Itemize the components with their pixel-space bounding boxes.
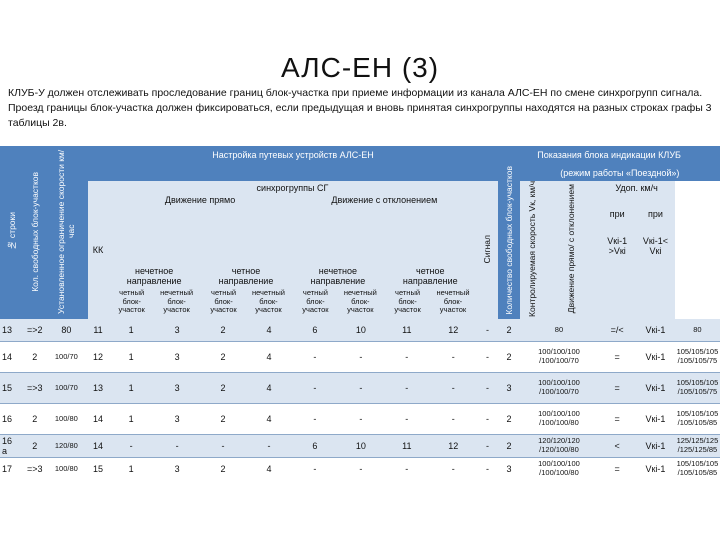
header-at-1: при: [598, 195, 636, 232]
cell-sync: 10: [355, 440, 366, 451]
cell-limit: 100/70: [54, 382, 78, 392]
cell-sync: -: [313, 351, 317, 362]
cell-sync: -: [313, 463, 317, 474]
cell-sync: 2: [220, 413, 226, 424]
cell-perm-2: 105/105/105 /105/105/75: [676, 347, 719, 365]
cell-free: =>3: [26, 382, 43, 393]
cell-no: 17: [2, 463, 13, 474]
header-motion: Движение прямо/ с отклонением: [566, 184, 577, 314]
cell-kk: 12: [92, 351, 103, 362]
cell-perm-1: Vкi-1: [645, 351, 666, 362]
header-odd-block: нечетный блок- участок: [160, 288, 194, 315]
cell-free-blocks: 3: [506, 463, 512, 474]
cell-sync: -: [221, 440, 225, 451]
cell-sync: 1: [128, 382, 134, 393]
cell-speed: 100/100/100 /100/100/80: [538, 409, 580, 427]
cell-signal: -: [485, 324, 489, 335]
cell-sync: -: [405, 382, 409, 393]
header-straight-odd-dir: нечетное направление: [126, 266, 182, 287]
cell-free: =>2: [26, 324, 43, 335]
cell-kk: 13: [92, 382, 103, 393]
cell-sync: 1: [128, 351, 134, 362]
cell-perm-2: 80: [693, 324, 702, 334]
cell-sync: -: [451, 382, 455, 393]
table-row: [0, 372, 720, 403]
cell-sync: -: [175, 440, 179, 451]
cell-no: 16: [2, 413, 13, 424]
cell-sync: -: [359, 463, 363, 474]
cell-sync: 2: [220, 324, 226, 335]
header-speed-limit: Установленное ограничение скорости км/час: [56, 149, 77, 314]
cell-kk: 11: [93, 324, 103, 335]
cell-free: =>3: [26, 463, 43, 474]
cell-limit: 80: [61, 324, 72, 335]
cell-sync: 4: [266, 463, 272, 474]
cell-no: 13: [2, 324, 13, 335]
cell-sync: 10: [355, 324, 366, 335]
cell-signal: -: [485, 382, 489, 393]
header-row-no: № строки: [7, 212, 18, 251]
cell-limit: 100/80: [54, 413, 78, 423]
cell-signal: -: [485, 440, 489, 451]
cell-sync: 1: [128, 463, 134, 474]
header-deflect-even-dir: четное направление: [402, 266, 458, 287]
header-setup: Настройка путевых устройств АЛС-ЕН: [88, 146, 498, 164]
header-even-block: четный блок- участок: [302, 288, 329, 315]
cell-kk: 15: [92, 463, 103, 474]
header-at-2: при: [636, 195, 675, 232]
header-even-block: четный блок- участок: [210, 288, 237, 315]
header-odd-block: нечетный блок- участок: [251, 288, 285, 315]
header-controlled-speed: Контролируемая скорость Vк, км/ч: [526, 181, 537, 317]
cell-sync: -: [359, 351, 363, 362]
table-row: [0, 319, 720, 342]
cell-speed: 100/100/100 /100/100/70: [538, 378, 580, 396]
cell-limit: 100/80: [54, 463, 78, 473]
cell-no: 15: [2, 382, 13, 393]
cell-free-blocks: 2: [506, 413, 512, 424]
cell-signal: -: [485, 413, 489, 424]
cell-sync: 11: [402, 324, 412, 335]
cell-sync: 3: [174, 351, 180, 362]
cell-sync: -: [313, 413, 317, 424]
cell-sync: -: [451, 351, 455, 362]
header-even-block: четный блок- участок: [118, 288, 145, 315]
cell-sync: 3: [174, 382, 180, 393]
header-sync: синхрогруппы СГ: [108, 181, 477, 195]
cell-sync: 11: [402, 440, 412, 451]
header-permitted-speed: Удоп. км/ч: [598, 181, 675, 195]
header-cond-2: Vкi-1< Vкi: [636, 232, 675, 318]
cell-sync: -: [359, 413, 363, 424]
cell-perm-2: 125/125/125 /125/125/85: [676, 436, 719, 454]
cell-speed: 100/100/100 /100/100/80: [538, 459, 580, 477]
header-even-block: четный блок- участок: [394, 288, 421, 315]
intro-paragraph: КЛУБ-У должен отслеживать проследование границ блок-участка при приеме информации из канала АЛС-ЕН по смене синхрогрупп сигнала. Проезд границы блок-участка должен фиксироваться, если предыдущая и вновь принятая синхрогруппы находятся на разных строках графы 3 таблицы 2в.: [8, 87, 712, 129]
cell-signal: -: [485, 351, 489, 362]
cell-sync: -: [267, 440, 271, 451]
cell-sync: 2: [220, 351, 226, 362]
cell-motion: =: [614, 351, 620, 362]
cell-sync: 4: [266, 351, 272, 362]
cell-perm-1: Vкi-1: [645, 382, 666, 393]
cell-sync: 1: [128, 413, 134, 424]
cell-signal: -: [485, 463, 489, 474]
header-odd-block: нечетный блок- участок: [343, 288, 377, 315]
header-mode: (режим работы «Поездной»): [520, 164, 720, 181]
cell-sync: 3: [174, 324, 180, 335]
cell-kk: 14: [92, 413, 103, 424]
cell-sync: -: [359, 382, 363, 393]
header-straight-even-dir: четное направление: [218, 266, 274, 287]
cell-sync: -: [405, 463, 409, 474]
cell-perm-2: 105/105/105 /105/105/85: [676, 459, 719, 477]
cell-perm-1: Vкi-1: [645, 440, 666, 451]
cell-sync: -: [451, 413, 455, 424]
cell-perm-1: Vкi-1: [645, 413, 666, 424]
cell-sync: 1: [128, 324, 134, 335]
header-deflect-odd-dir: нечетное направление: [310, 266, 366, 287]
cell-sync: -: [313, 382, 317, 393]
cell-motion: =: [614, 382, 620, 393]
cell-free-blocks: 2: [506, 324, 512, 335]
cell-speed: 80: [554, 324, 564, 334]
cell-perm-1: Vкi-1: [645, 324, 666, 335]
header-free-blocks: Кол. свободных блок-участков: [29, 171, 40, 292]
cell-perm-2: 105/105/105 /105/105/85: [676, 409, 719, 427]
cell-free-blocks: 2: [506, 351, 512, 362]
header-indication: Показания блока индикации КЛУБ: [498, 146, 720, 164]
settings-table: [0, 146, 720, 480]
cell-sync: 3: [174, 413, 180, 424]
header-free-blocks-2: Количество свободных блок-участков: [503, 166, 514, 315]
cell-sync: 4: [266, 324, 272, 335]
cell-no: 14: [2, 351, 13, 362]
cell-sync: 4: [266, 413, 272, 424]
table-row: [0, 403, 720, 434]
cell-motion: =/<: [610, 324, 624, 335]
table-row: [0, 341, 720, 372]
cell-sync: 6: [312, 324, 318, 335]
cell-sync: 4: [266, 382, 272, 393]
cell-sync: 2: [220, 382, 226, 393]
header-straight: Движение прямо: [108, 195, 292, 232]
cell-sync: 12: [448, 324, 459, 335]
table-row: [0, 434, 720, 457]
header-signal: Сигнал: [482, 234, 493, 264]
cell-sync: 2: [220, 463, 226, 474]
cell-sync: 6: [312, 440, 318, 451]
cell-free-blocks: 2: [506, 440, 512, 451]
cell-sync: 3: [174, 463, 180, 474]
cell-limit: 100/70: [54, 351, 78, 361]
header-odd-block: нечетный блок- участок: [436, 288, 470, 315]
cell-perm-2: 105/105/105 /105/105/75: [676, 378, 719, 396]
cell-free: 2: [32, 351, 38, 362]
cell-free: 2: [32, 413, 38, 424]
cell-sync: -: [451, 463, 455, 474]
cell-motion: =: [614, 413, 620, 424]
cell-kk: 14: [92, 440, 103, 451]
header-kk: КК: [88, 181, 108, 319]
cell-motion: =: [614, 463, 620, 474]
table-row: [0, 457, 720, 480]
slide-title: АЛС-ЕН (3): [280, 52, 440, 83]
cell-free: 2: [32, 440, 38, 451]
cell-sync: 12: [448, 440, 459, 451]
cell-free-blocks: 3: [506, 382, 512, 393]
cell-no: 16 а: [2, 435, 13, 456]
cell-motion: <: [614, 440, 620, 451]
cell-perm-1: Vкi-1: [645, 463, 666, 474]
cell-sync: -: [129, 440, 133, 451]
cell-sync: -: [405, 413, 409, 424]
cell-limit: 120/80: [54, 440, 78, 450]
cell-speed: 120/120/120 /120/100/80: [538, 436, 580, 454]
cell-speed: 100/100/100 /100/100/70: [538, 347, 580, 365]
cell-sync: -: [405, 351, 409, 362]
header-cond-1: Vкi-1 >Vкi: [598, 232, 636, 318]
header-deflect: Движение с отклонением: [292, 195, 477, 232]
